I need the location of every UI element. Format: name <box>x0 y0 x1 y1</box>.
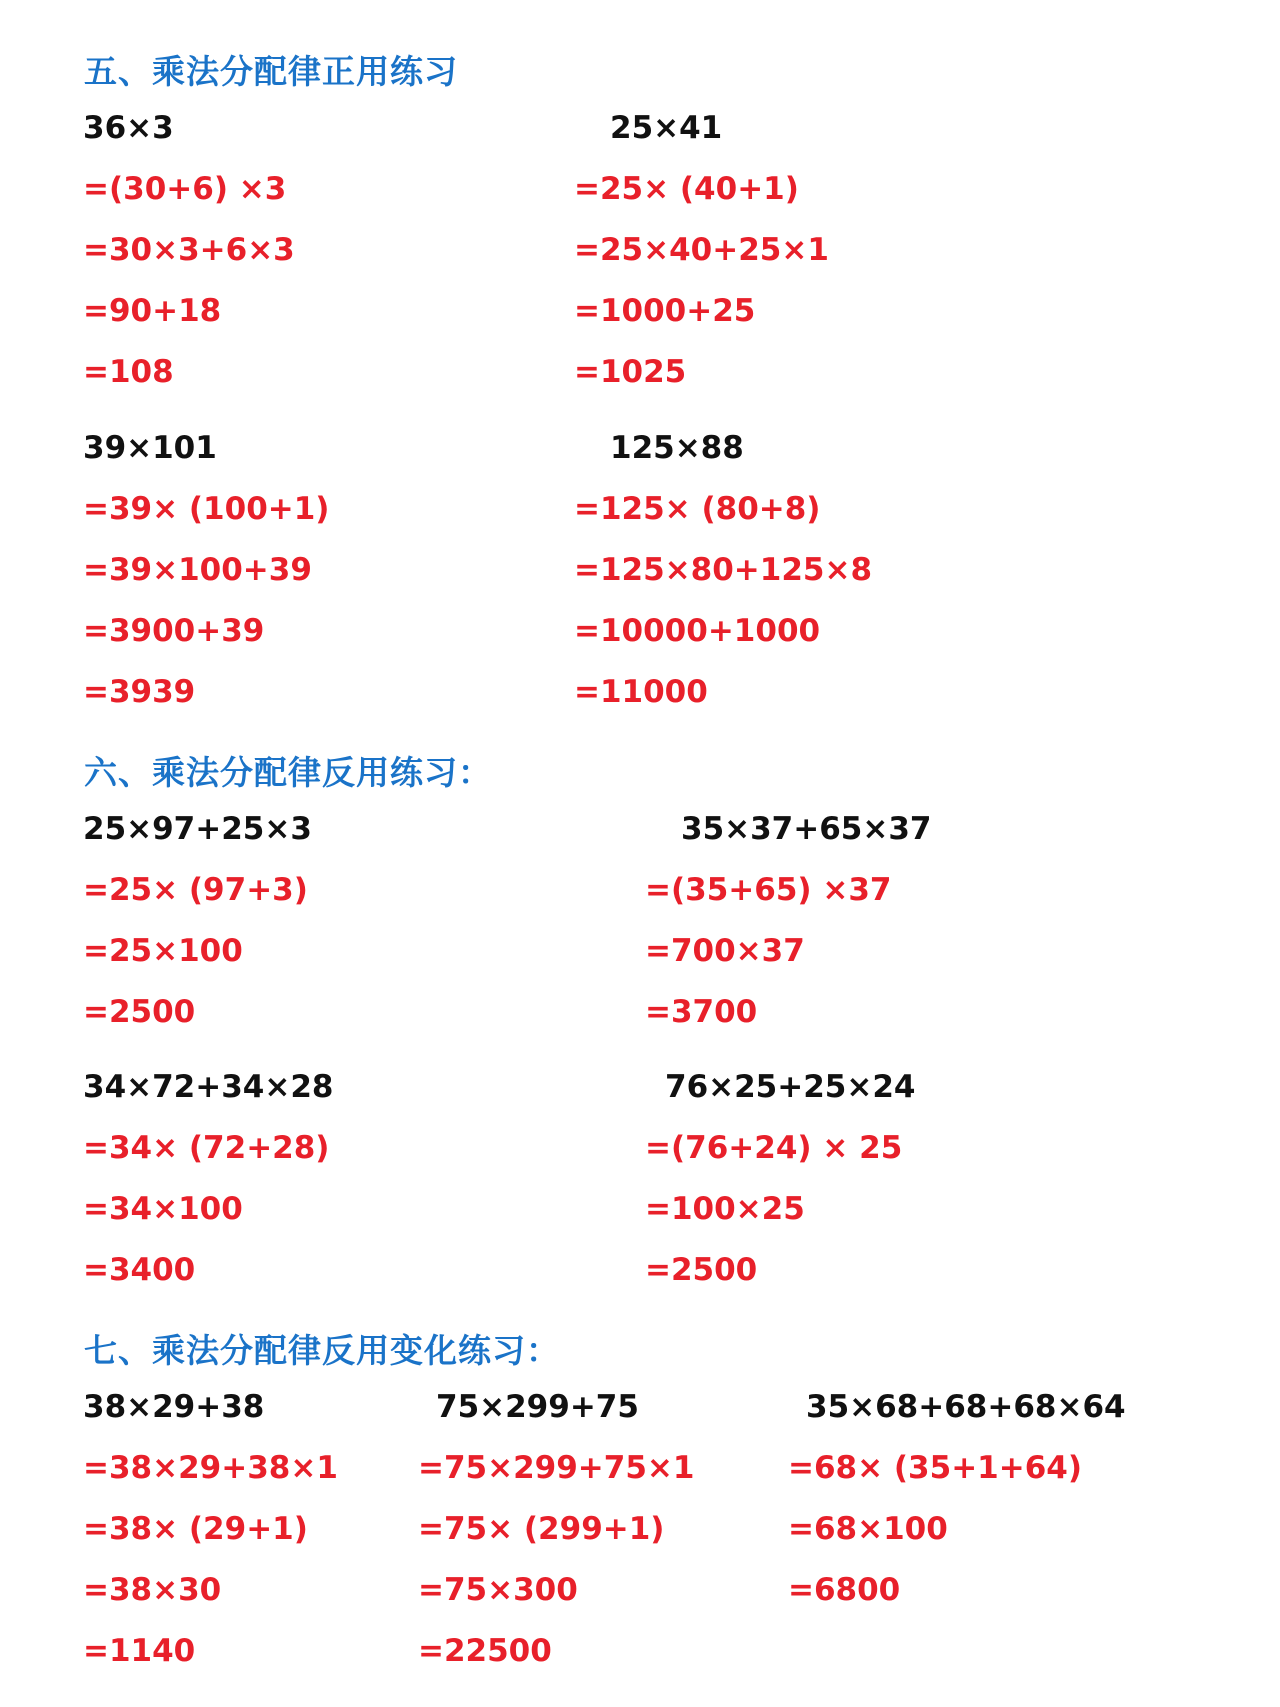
problem-step: =(30+6) ×3 <box>83 171 287 207</box>
problem-question: 35×68+68+68×64 <box>806 1389 1126 1425</box>
problem-question: 36×3 <box>83 110 174 146</box>
problem-step: =700×37 <box>645 933 805 969</box>
problem-question: 34×72+34×28 <box>83 1069 334 1105</box>
problem-step: =125× (80+8) <box>574 491 821 527</box>
problem-step: =3900+39 <box>83 613 265 649</box>
problem-step: =39×100+39 <box>83 552 312 588</box>
problem-76x25-25x24 <box>645 1057 915 1301</box>
section-5-title: 五、乘法分配律正用练习 <box>84 52 458 91</box>
problem-step: =3400 <box>83 1252 196 1288</box>
problem-step: =1000+25 <box>574 293 756 329</box>
section-7-title: 七、乘法分配律反用变化练习： <box>84 1331 560 1370</box>
problem-step: =68× (35+1+64) <box>788 1450 1083 1486</box>
problem-step: =38× (29+1) <box>83 1511 308 1547</box>
problem-step: =108 <box>83 354 174 390</box>
problem-question: 75×299+75 <box>436 1389 639 1425</box>
problem-step: =25× (40+1) <box>574 171 799 207</box>
problem-step: =34×100 <box>83 1191 243 1227</box>
problem-step: =39× (100+1) <box>83 491 330 527</box>
problem-125x88 <box>574 418 872 723</box>
problem-step: =3700 <box>645 994 758 1030</box>
problem-step: =6800 <box>788 1572 901 1608</box>
problem-step: =90+18 <box>83 293 222 329</box>
problem-step: =1025 <box>574 354 687 390</box>
problem-step: =38×30 <box>83 1572 222 1608</box>
problem-36x3 <box>83 98 295 403</box>
problem-25x41 <box>574 98 829 403</box>
problem-step: =75×299+75×1 <box>418 1450 695 1486</box>
problem-step: =22500 <box>418 1633 552 1669</box>
problem-question: 125×88 <box>610 430 744 466</box>
problem-question: 25×97+25×3 <box>83 811 312 847</box>
problem-step: =68×100 <box>788 1511 948 1547</box>
problem-step: =25× (97+3) <box>83 872 308 908</box>
problem-step: =11000 <box>574 674 708 710</box>
problem-question: 38×29+38 <box>83 1389 265 1425</box>
problem-34x72-34x28 <box>83 1057 333 1301</box>
problem-step: =2500 <box>645 1252 758 1288</box>
problem-step: =2500 <box>83 994 196 1030</box>
problem-75x299-75 <box>418 1377 694 1682</box>
problem-step: =(76+24) × 25 <box>645 1130 903 1166</box>
problem-35x37-65x37 <box>645 799 931 1043</box>
problem-step: =25×100 <box>83 933 243 969</box>
problem-step: =1140 <box>83 1633 196 1669</box>
problem-step: =75×300 <box>418 1572 578 1608</box>
problem-step: =125×80+125×8 <box>574 552 873 588</box>
section-6-title: 六、乘法分配律反用练习： <box>84 753 492 792</box>
problem-step: =100×25 <box>645 1191 805 1227</box>
problem-step: =10000+1000 <box>574 613 821 649</box>
problem-step: =30×3+6×3 <box>83 232 295 268</box>
problem-step: =(35+65) ×37 <box>645 872 892 908</box>
problem-step: =75× (299+1) <box>418 1511 665 1547</box>
problem-step: =3939 <box>83 674 196 710</box>
problem-step: =34× (72+28) <box>83 1130 330 1166</box>
problem-question: 25×41 <box>610 110 723 146</box>
problem-step: =38×29+38×1 <box>83 1450 338 1486</box>
problem-25x97-25x3 <box>83 799 312 1043</box>
problem-38x29-38 <box>83 1377 338 1682</box>
problem-question: 39×101 <box>83 430 217 466</box>
problem-question: 76×25+25×24 <box>665 1069 916 1105</box>
problem-question: 35×37+65×37 <box>681 811 932 847</box>
problem-step: =25×40+25×1 <box>574 232 829 268</box>
problem-39x101 <box>83 418 329 723</box>
problem-35x68-68-68x64 <box>788 1377 1126 1621</box>
